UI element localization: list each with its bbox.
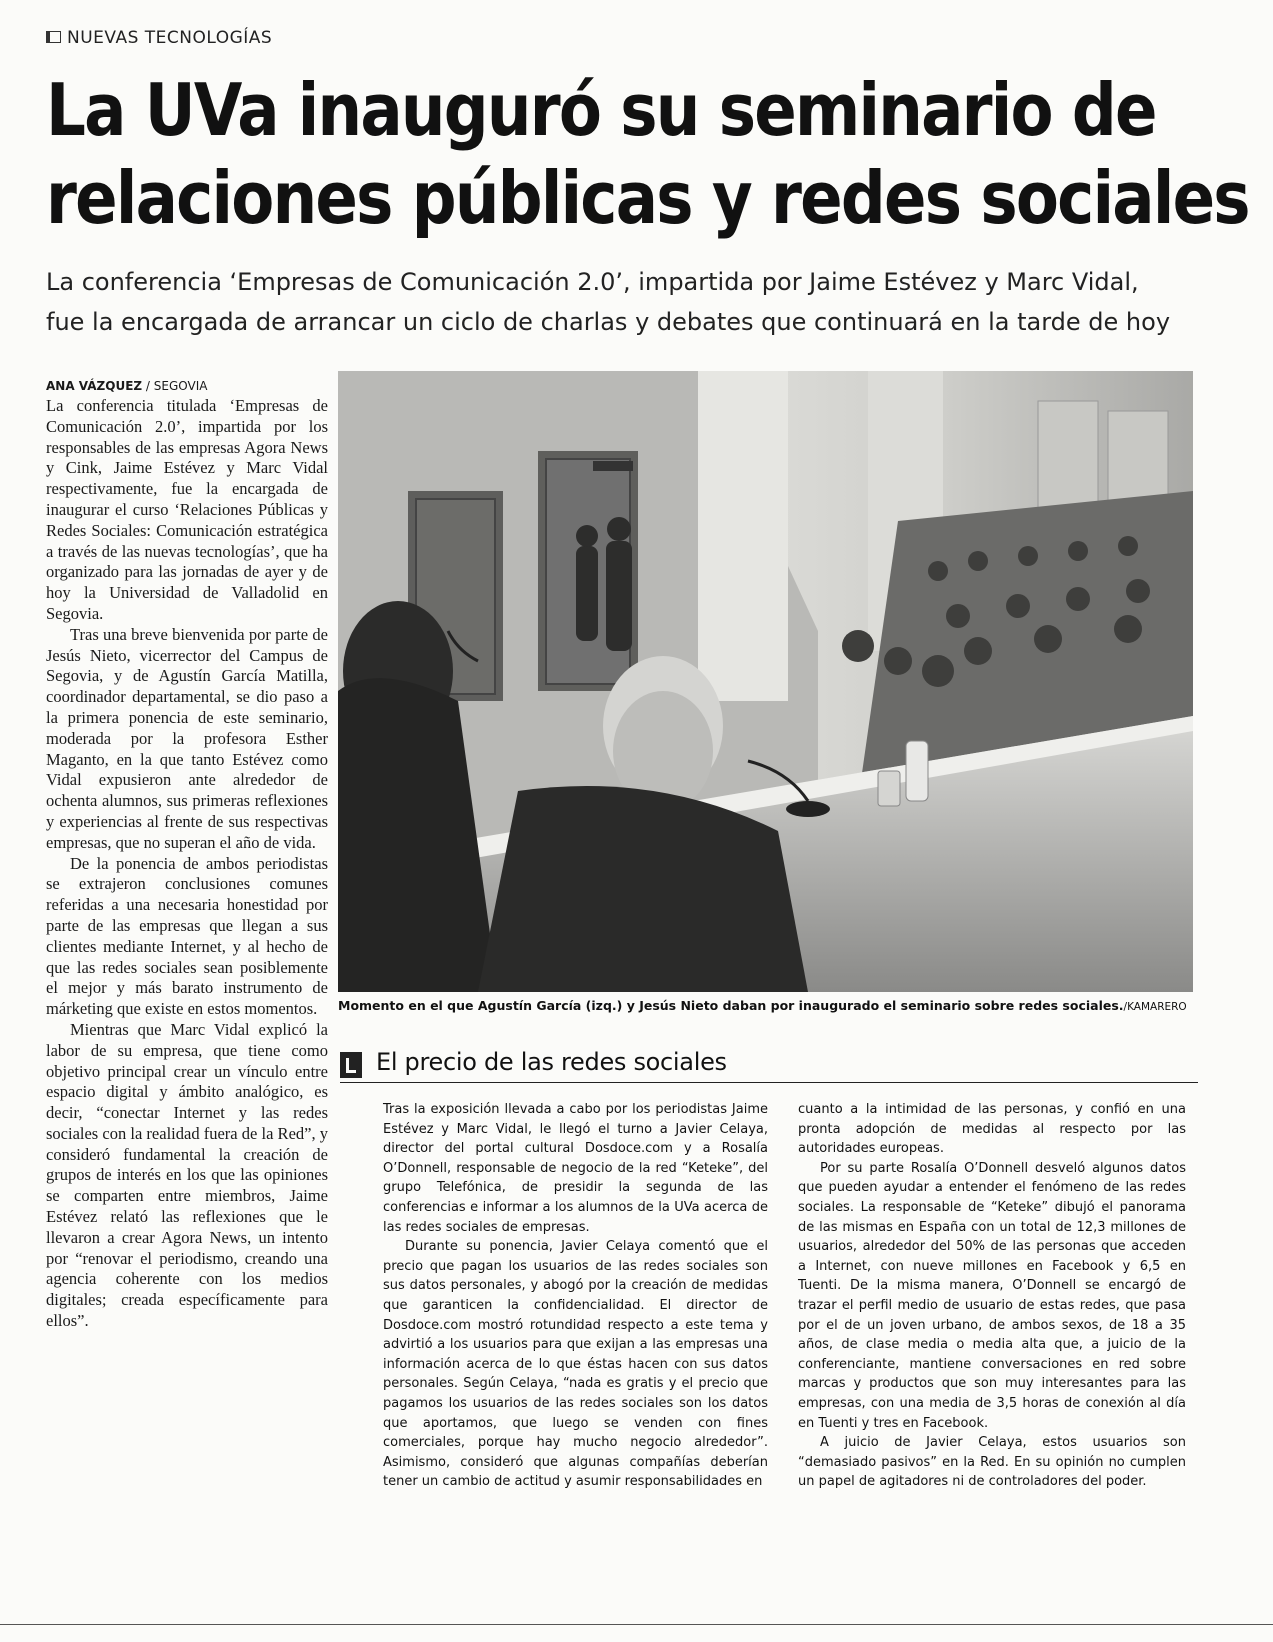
seminar-photo-illustration <box>338 371 1193 992</box>
byline-author: ANA VÁZQUEZ <box>46 379 143 393</box>
section-label: NUEVAS TECNOLOGÍAS <box>46 28 272 48</box>
section-marker-icon <box>46 31 61 43</box>
byline: ANA VÁZQUEZ / SEGOVIA <box>46 379 208 393</box>
body-paragraph: De la ponencia de ambos periodistas se extrajeron conclusiones comunes referidas a una necesaria honestidad por parte de las empresas que llegan a sus clientes mediante Internet, y al hecho de que las redes sociales sean posiblemente el mejor y más barato instrumento de márketing que existe en estos momentos. <box>46 853 328 1019</box>
section-logo-icon <box>340 1052 362 1078</box>
headline-line-1: La UVa inauguró su seminario de <box>46 68 1156 152</box>
sidebar-paragraph: A juicio de Javier Celaya, estos usuarios son “demasiado pasivos” en la Red. En su opinión no cumplen un papel de agitadores ni de controladores del poder. <box>798 1435 1186 1490</box>
headline-line-2: relaciones públicas y redes sociales <box>46 156 1249 240</box>
headline <box>46 66 1249 242</box>
article-body <box>46 378 328 1332</box>
sidebar-header <box>340 1046 1198 1083</box>
body-paragraph: La conferencia titulada ‘Empresas de Comunicación 2.0’, impartida por los responsables de las empresas Agora News y Cink, Jaime Estévez y Marc Vidal respectivamente, fue la encargada de inaugurar el curso ‘Relaciones Públicas y Redes Sociales: Comunicación estratégica a través de las nuevas tecnologías’, que ha organizado para las jornadas de ayer y de hoy la Universidad de Valladolid en Segovia. <box>46 396 328 623</box>
photo-caption <box>338 998 1198 1013</box>
sidebar-paragraph: Durante su ponencia, Javier Celaya comentó que el precio que pagan los usuarios de las redes sociales son sus datos personales, y abogó por la creación de medidas que garanticen la confidencialidad. El director de Dosdoce.com mostró rotundidad respecto a este tema y advirtió a los usuarios para que exijan a las empresas una información acerca de lo que éstas hacen con sus datos personales. Según Celaya, “nada es gratis y el precio que pagamos los usuarios de las redes sociales son los datos que aportamos, que luego se venden con fines comerciales, porque hay mucho negocio alrededor”. Asimismo, consideró que algunas compañías deberían tener un cambio de actitud y asumir responsabilidades en <box>383 1239 768 1490</box>
sidebar-paragraph: Tras la exposición llevada a cabo por los periodistas Jaime Estévez y Marc Vidal, le llegó el turno a Javier Celaya, director del portal cultural Dosdoce.com y a Rosalía O’Donnell, responsable de negocio de la red “Keteke”, del grupo Telefónica, de presidir la segunda de las conferencias e informar a los alumnos de la UVa acerca de las redes sociales de empresas. <box>383 1102 768 1235</box>
caption-text: Momento en el que Agustín García (izq.) y Jesús Nieto daban por inaugurado el seminario sobre redes sociales. <box>338 998 1124 1013</box>
sidebar-paragraph: Por su parte Rosalía O’Donnell desveló algunos datos que pueden ayudar a entender el fenómeno de las redes sociales. La responsable de “Keteke” dibujó el panorama de las mismas en España con un total de 12,3 millones de usuarios, alrededor del 50% de las personas que acceden a Internet, con nueve millones en Facebook y 6,5 en Tuenti. De la misma manera, O’Donnell se encargó de trazar el perfil medio de usuario de estas redes, que pasa por el de un joven urbano, de ambos sexos, de 18 a 35 años, de clase media o media alta que, a juicio de la conferenciante, mantiene conversaciones en red sobre marcas y productos que son muy interesantes para las empresas, con una media de 3,5 horas de conexión al día en Tuenti y tres en Facebook. <box>798 1160 1186 1431</box>
page-bottom-rule <box>0 1624 1273 1625</box>
body-paragraph: Mientras que Marc Vidal explicó la labor de su empresa, que tiene como objetivo principal crear un vínculo entre espacio digital y ámbito analógico, es decir, “conectar Internet y las redes sociales con la realidad fuera de la Red”, y consideró fundamental la creación de grupos de interés en los que las opiniones se comparten entre miembros, Jaime Estévez relató las reflexiones que le llevaron a crear Agora News, un intento por “renovar el periodismo, creando una agencia coherente con los medios digitales; creada específicamente para ellos”. <box>46 1019 328 1331</box>
subtitle-line-2: fue la encargada de arrancar un ciclo de charlas y debates que continuará en la tarde de hoy <box>46 308 1171 336</box>
body-paragraph: Tras una breve bienvenida por parte de Jesús Nieto, vicerrector del Campus de Segovia, y de Agustín García Matilla, coordinador departamental, se dio paso a la primera ponencia de este seminario, moderada por la profesora Esther Maganto, en la que tanto Estévez como Vidal expusieron ante alrededor de ochenta alumnos, sus primeras reflexiones y experiencias al frente de sus respectivas empresas, que no superan el año de vida. <box>46 624 328 852</box>
subtitle-line-1: La conferencia ‘Empresas de Comunicación 2.0’, impartida por Jaime Estévez y Marc Vidal, <box>46 268 1139 296</box>
subtitle <box>46 262 1236 342</box>
sidebar-title: El precio de las redes sociales <box>376 1048 727 1076</box>
photo-credit: /KAMARERO <box>1123 1001 1187 1013</box>
sidebar-column-1 <box>383 1100 768 1492</box>
sidebar-column-2 <box>798 1100 1186 1492</box>
sidebar-paragraph: cuanto a la intimidad de las personas, y confió en una pronta adopción de medidas al respecto por las autoridades europeas. <box>798 1102 1186 1157</box>
seminar-photo <box>338 371 1193 992</box>
byline-place: SEGOVIA <box>153 379 208 393</box>
